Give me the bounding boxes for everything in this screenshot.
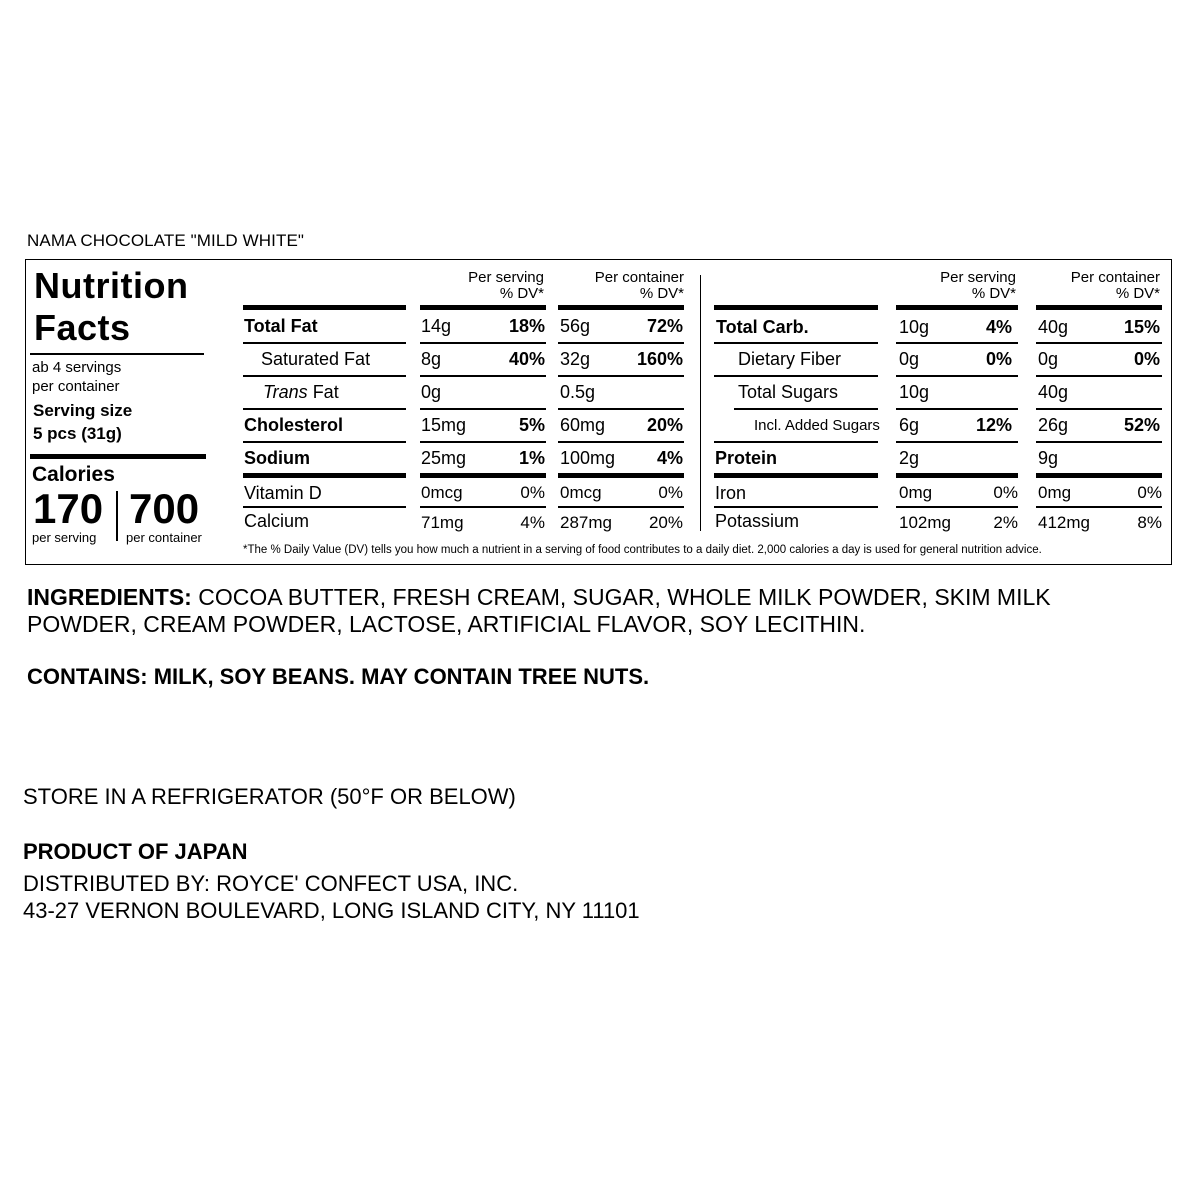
thick-rule: [243, 473, 406, 478]
dv: 18%: [508, 316, 545, 336]
row-rule: [734, 408, 878, 410]
value: 25mg: [421, 448, 467, 468]
value: 412mg: [1038, 513, 1090, 532]
dv: 12%: [975, 415, 1012, 435]
dv: 52%: [1123, 415, 1160, 435]
dv: 1%: [518, 448, 545, 468]
value: 40g: [1038, 382, 1069, 402]
thick-rule: [243, 305, 406, 310]
nutrient-calcium: Calcium: [244, 511, 310, 531]
value: 102mg: [899, 513, 951, 532]
row-rule: [714, 375, 878, 377]
header-dv: % DV*: [971, 285, 1016, 302]
header-per-container: Per container: [594, 269, 684, 286]
calories-per-serving: 170: [33, 485, 104, 532]
row-rule: [896, 375, 1018, 377]
value: 287mg: [560, 513, 612, 532]
header-dv: % DV*: [499, 285, 544, 302]
dv: 4%: [656, 448, 683, 468]
nutrient-trans-fat: [263, 382, 339, 403]
dv: 4%: [985, 317, 1012, 337]
value: 26g: [1038, 415, 1069, 435]
dv: 4%: [520, 513, 545, 532]
row-rule: [243, 506, 406, 508]
value: 2g: [899, 448, 920, 468]
dv: 0%: [520, 483, 545, 502]
value: 71mg: [421, 513, 464, 532]
calories-per-container: 700: [129, 485, 200, 532]
nutrient-saturated-fat: Saturated Fat: [261, 349, 371, 369]
value: 6g: [899, 415, 920, 435]
thick-rule: [1036, 305, 1162, 310]
allergen-statement: CONTAINS: MILK, SOY BEANS. MAY CONTAIN TREE NUTS.: [27, 664, 650, 689]
value: 40g: [1038, 317, 1069, 337]
row-rule: [243, 441, 406, 443]
servings-per-container: ab 4 servings: [32, 359, 122, 376]
thick-rule: [558, 305, 684, 310]
dv: 40%: [508, 349, 545, 369]
row-rule: [558, 441, 684, 443]
dv: 20%: [648, 513, 683, 532]
nutrient-added-sugars: Incl. Added Sugars: [754, 417, 880, 434]
header-per-serving: Per serving: [940, 269, 1016, 286]
row-rule: [558, 375, 684, 377]
value: 32g: [560, 349, 591, 369]
value: 0.5g: [560, 382, 596, 402]
distributor-info: [23, 870, 640, 924]
dv: 2%: [993, 513, 1018, 532]
value: 9g: [1038, 448, 1059, 468]
value: 0g: [421, 382, 442, 402]
serving-size-value: 5 pcs (31g): [33, 424, 122, 443]
dv: 0%: [658, 483, 683, 502]
value: 56g: [560, 316, 591, 336]
ingredients-text: COCOA BUTTER, FRESH CREAM, SUGAR, WHOLE MILK POWDER, SKIM MILK POWDER, CREAM POWDER, LACTOSE, ARTIFICIAL FLAVOR, SOY LECITHIN.: [27, 584, 1051, 637]
product-name: NAMA CHOCOLATE "MILD WHITE": [27, 231, 305, 250]
value: 0mg: [1038, 483, 1072, 502]
thick-rule: [714, 305, 878, 310]
row-rule: [420, 375, 546, 377]
value: 0mcg: [421, 483, 463, 502]
thick-rule: [896, 473, 1018, 478]
row-rule: [1036, 506, 1162, 508]
storage-instructions: STORE IN A REFRIGERATOR (50°F OR BELOW): [23, 784, 516, 809]
row-rule: [558, 506, 684, 508]
row-rule: [243, 408, 406, 410]
header-per-serving: Per serving: [468, 269, 544, 286]
row-rule: [558, 342, 684, 344]
row-rule: [1036, 408, 1162, 410]
dv: 0%: [993, 483, 1018, 502]
dv: 0%: [985, 349, 1012, 369]
value: 14g: [421, 316, 452, 336]
column-divider: [700, 275, 701, 531]
row-rule: [1036, 375, 1162, 377]
row-rule: [896, 408, 1018, 410]
nutrient-dietary-fiber: Dietary Fiber: [738, 349, 842, 369]
dv: 20%: [646, 415, 683, 435]
thick-rule: [896, 305, 1018, 310]
nutrient-iron: Iron: [715, 483, 747, 503]
thick-rule: [714, 473, 878, 478]
value: 8g: [421, 349, 442, 369]
thick-rule: [1036, 473, 1162, 478]
row-rule: [1036, 342, 1162, 344]
row-rule: [714, 441, 878, 443]
row-rule: [1036, 441, 1162, 443]
value: 0g: [899, 349, 920, 369]
distributor-line1: DISTRIBUTED BY: ROYCE' CONFECT USA, INC.: [23, 871, 519, 896]
nutrient-total-sugars: Total Sugars: [738, 382, 839, 402]
row-rule: [420, 506, 546, 508]
nutrient-vitamin-d: Vitamin D: [244, 483, 322, 503]
row-rule: [896, 342, 1018, 344]
calories-label: Calories: [32, 463, 115, 486]
value: 0mg: [899, 483, 933, 502]
serving-size-label: Serving size: [33, 401, 133, 420]
nutrient-sodium: Sodium: [244, 448, 310, 468]
dv: 5%: [518, 415, 545, 435]
value: 10g: [899, 382, 930, 402]
calories-per-container-label: per container: [126, 530, 202, 545]
dv: 72%: [646, 316, 683, 336]
value: 10g: [899, 317, 930, 337]
nutrient-total-fat: Total Fat: [244, 316, 318, 336]
country-of-origin: PRODUCT OF JAPAN: [23, 839, 248, 864]
header-per-container: Per container: [1070, 269, 1160, 286]
nutrient-protein: Protein: [715, 448, 778, 468]
value: 0g: [1038, 349, 1059, 369]
thick-rule: [420, 473, 546, 478]
row-rule: [420, 408, 546, 410]
dv: 0%: [1133, 349, 1160, 369]
row-rule: [243, 342, 406, 344]
divider: [30, 353, 204, 355]
calories-divider: [116, 491, 118, 541]
trans-label: Trans: [263, 382, 308, 402]
row-rule: [714, 342, 878, 344]
ingredients: [27, 584, 1157, 638]
dv: 160%: [636, 349, 683, 369]
value: 15mg: [421, 415, 467, 435]
fat-label: Fat: [307, 382, 339, 402]
row-rule: [420, 441, 546, 443]
row-rule: [420, 342, 546, 344]
value: 0mcg: [560, 483, 602, 502]
panel-title-line2: Facts: [34, 307, 131, 348]
nutrient-cholesterol: Cholesterol: [244, 415, 344, 435]
value: 60mg: [560, 415, 606, 435]
row-rule: [714, 506, 878, 508]
nutrient-potassium: Potassium: [715, 511, 800, 531]
thick-divider: [30, 454, 206, 459]
calories-per-serving-label: per serving: [32, 530, 97, 545]
header-dv: % DV*: [1115, 285, 1160, 302]
thick-rule: [420, 305, 546, 310]
row-rule: [243, 375, 406, 377]
panel-title-line1: Nutrition: [34, 265, 189, 306]
value: 100mg: [560, 448, 616, 468]
thick-rule: [558, 473, 684, 478]
dv: 15%: [1123, 317, 1160, 337]
ingredients-label: INGREDIENTS:: [27, 584, 192, 610]
row-rule: [896, 506, 1018, 508]
row-rule: [896, 441, 1018, 443]
header-dv: % DV*: [639, 285, 684, 302]
row-rule: [558, 408, 684, 410]
dv: 8%: [1137, 513, 1162, 532]
distributor-line2: 43-27 VERNON BOULEVARD, LONG ISLAND CITY, NY 11101: [23, 898, 640, 923]
nutrient-total-carb: Total Carb.: [716, 317, 809, 337]
dv: 0%: [1137, 483, 1162, 502]
servings-per-container-suffix: per container: [32, 378, 120, 395]
daily-value-footnote: *The % Daily Value (DV) tells you how much a nutrient in a serving of food contributes to a daily diet. 2,000 calories a day is used for general nutrition advice.: [243, 544, 1042, 556]
